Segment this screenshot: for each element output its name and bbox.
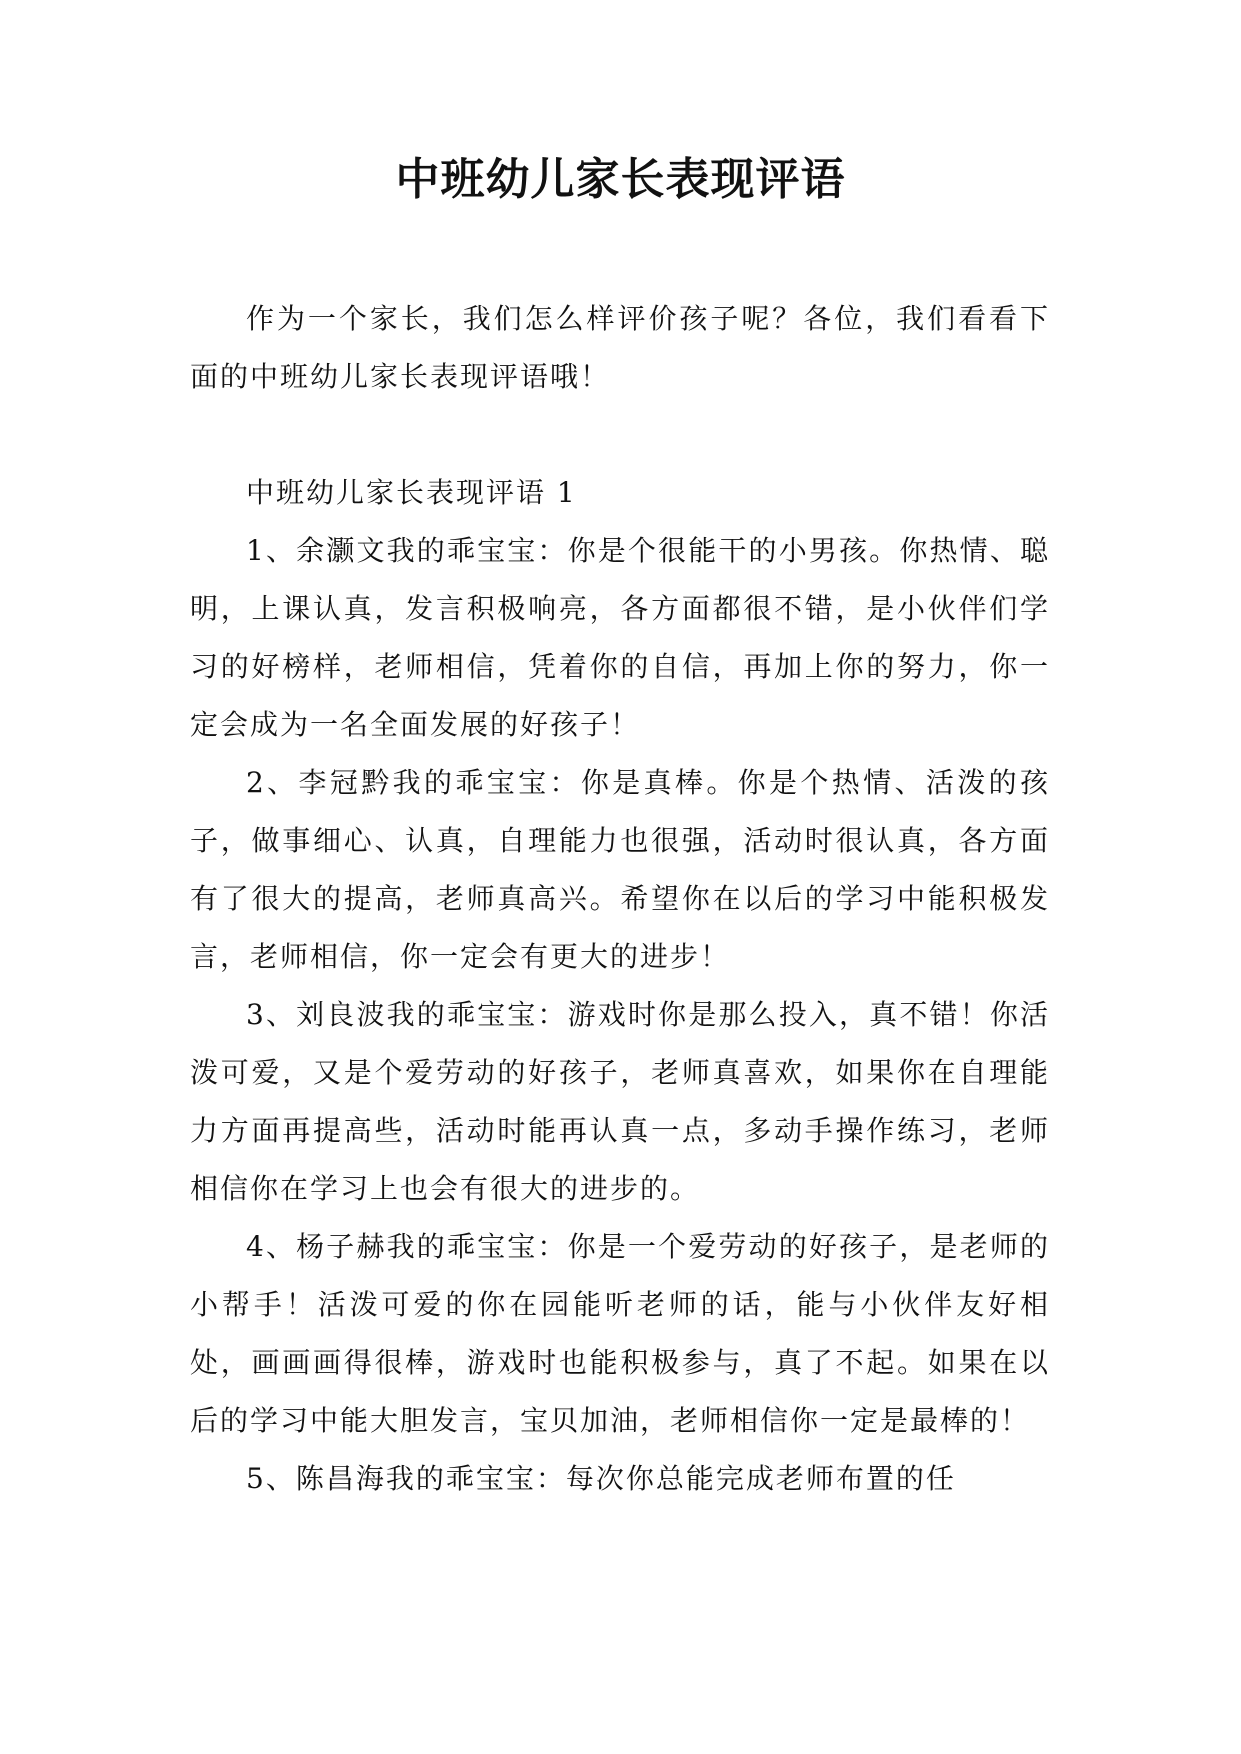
comment-paragraph-3: 3、刘良波我的乖宝宝：游戏时你是那么投入，真不错！你活泼可爱，又是个爱劳动的好孩子，老师真喜欢，如果你在自理能力方面再提高些，活动时能再认真一点，多动手操作练习，老师相信你在学习上也会有很大的进步的。: [190, 998, 1050, 1205]
comment-paragraph-2: 2、李冠黔我的乖宝宝：你是真棒。你是个热情、活泼的孩子，做事细心、认真，自理能力也很强，活动时很认真，各方面有了很大的提高，老师真高兴。希望你在以后的学习中能积极发言，老师相信，你一定会有更大的进步！: [190, 766, 1050, 973]
document-title: 中班幼儿家长表现评语: [395, 154, 846, 205]
comment-paragraph-1: 1、余灏文我的乖宝宝：你是个很能干的小男孩。你热情、聪明，上课认真，发言积极响亮，各方面都很不错，是小伙伴们学习的好榜样，老师相信，凭着你的自信，再加上你的努力，你一定会成为一名全面发展的好孩子！: [190, 534, 1050, 741]
section-heading: 中班幼儿家长表现评语 1: [246, 476, 577, 509]
comment-paragraph-4: 4、杨子赫我的乖宝宝：你是一个爱劳动的好孩子，是老师的小帮手！活泼可爱的你在园能听老师的话，能与小伙伴友好相处，画画画得很棒，游戏时也能积极参与，真了不起。如果在以后的学习中能大胆发言，宝贝加油，老师相信你一定是最棒的！: [190, 1230, 1050, 1437]
comment-paragraph-5: 5、陈昌海我的乖宝宝：每次你总能完成老师布置的任: [246, 1462, 956, 1495]
document-body: [190, 290, 1050, 1508]
intro-paragraph: 作为一个家长，我们怎么样评价孩子呢？各位，我们看看下面的中班幼儿家长表现评语哦！: [190, 302, 1050, 393]
